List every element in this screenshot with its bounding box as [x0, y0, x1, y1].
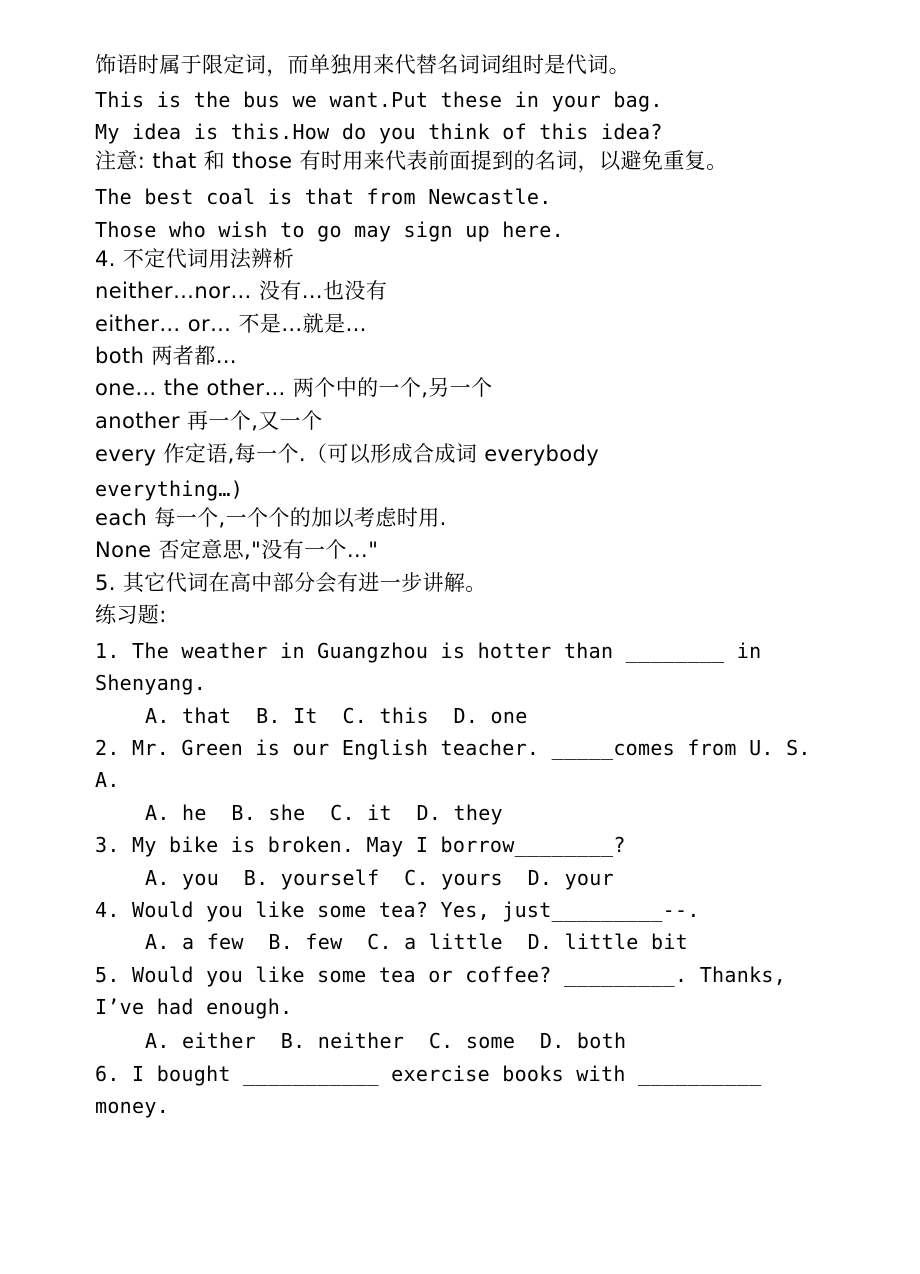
list-item: either… or… 不是…就是…: [95, 312, 367, 336]
question-text: money.: [95, 1094, 170, 1118]
question-text: A.: [95, 768, 120, 792]
example-sentence: My idea is this.How do you think of this idea?: [95, 120, 663, 144]
example-sentence: This is the bus we want.Put these in your bag.: [95, 88, 663, 112]
example-sentence: The best coal is that from Newcastle.: [95, 185, 552, 209]
list-item: another 再一个,又一个: [95, 409, 323, 433]
question-options: A. that B. It C. this D. one: [145, 704, 528, 728]
question-text: 5. Would you like some tea or coffee? _________. Thanks,: [95, 963, 787, 987]
intro-text: 饰语时属于限定词，而单独用来代替名词词组时是代词。: [95, 53, 630, 77]
question-options: A. he B. she C. it D. they: [145, 801, 503, 825]
question-text: 2. Mr. Green is our English teacher. _____comes from U. S.: [95, 736, 811, 760]
question-text: 6. I bought ___________ exercise books with __________: [95, 1062, 762, 1086]
question-text: 4. Would you like some tea? Yes, just_________--.: [95, 898, 700, 922]
note-text: 注意: that 和 those 有时用来代表前面提到的名词，以避免重复。: [95, 149, 728, 173]
list-item: everything…): [95, 477, 244, 501]
question-text: 3. My bike is broken. May I borrow________?: [95, 833, 626, 857]
question-text: Shenyang.: [95, 671, 207, 695]
list-item: every 作定语,每一个.（可以形成合成词 everybody: [95, 442, 600, 466]
list-item: both 两者都…: [95, 344, 237, 368]
list-item: neither…nor… 没有…也没有: [95, 279, 388, 303]
question-options: A. either B. neither C. some D. both: [145, 1029, 627, 1053]
question-text: I’ve had enough.: [95, 995, 293, 1019]
question-text: 1. The weather in Guangzhou is hotter than ________ in: [95, 639, 762, 663]
list-item: None 否定意思,"没有一个…": [95, 538, 379, 562]
list-item: each 每一个,一个个的加以考虑时用.: [95, 506, 447, 530]
question-options: A. you B. yourself C. yours D. your: [145, 866, 614, 890]
exercises-heading: 练习题:: [95, 603, 167, 627]
question-options: A. a few B. few C. a little D. little bit: [145, 930, 689, 954]
list-item: one… the other… 两个中的一个,另一个: [95, 376, 493, 400]
example-sentence: Those who wish to go may sign up here.: [95, 218, 564, 242]
section-heading: 4. 不定代词用法辨析: [95, 247, 295, 271]
section-heading: 5. 其它代词在高中部分会有进一步讲解。: [95, 571, 487, 595]
